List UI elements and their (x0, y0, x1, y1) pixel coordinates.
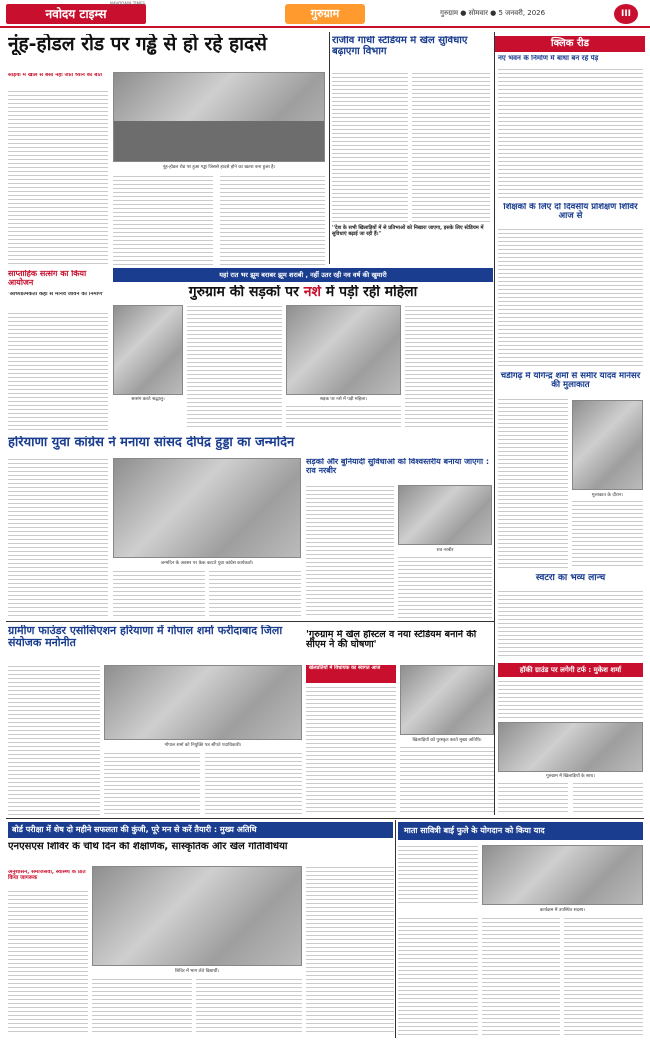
congress-body-3 (209, 570, 301, 618)
banner-headline-b: नशे (303, 285, 322, 300)
savitri-body-2 (398, 917, 478, 1035)
banner-body-3 (405, 305, 493, 430)
chandigarh-headline: चंडीगढ़ में योगेन्द्र शर्मा से समीर यादव मानेसर की मुलाकात (500, 372, 641, 391)
satsang-photo (113, 305, 183, 395)
congress-body (8, 458, 108, 618)
savitri-body-4 (564, 917, 643, 1035)
nss-body-4 (306, 866, 394, 1035)
sweaters-body (498, 590, 643, 658)
lead-photo (113, 72, 325, 162)
stadium-pull-quote: ''देश के सभी खिलाड़ियों में से प्रतिभाओं को निखारा जाएगा, इसके लिए स्टेडियम में सुविधाएं बढ़ाई जा रही हैं।'' (332, 225, 484, 238)
nss-body (8, 890, 88, 1035)
stadium-body (332, 72, 408, 222)
banner-headline-a: गुरुग्राम की सड़कों पर (188, 285, 304, 300)
click-read-label: क्लिक रीड (495, 36, 645, 52)
hostel-body (306, 686, 396, 815)
click-read-body (498, 68, 643, 198)
click-read-headline: नए भवन के निर्माण में बाधा बन रहे पेड़ (498, 55, 599, 62)
banner-kicker: यहां रात भर झूम बराबर झूम शराबी , नहीं उतर रही नव वर्ष की खुमारी (113, 268, 493, 282)
nss-body-3 (196, 978, 302, 1035)
row-rule (6, 818, 644, 819)
hostel-body-2 (400, 746, 494, 815)
hostel-photo (400, 665, 494, 735)
congress-photo-caption: जन्मदिन के अवसर पर केक काटते युवा कांग्रेस कार्यकर्ता। (160, 561, 254, 566)
gramin-body-3 (205, 752, 302, 815)
date-line: गुरुग्राम ● सोमवार ● 5 जनवरी, 2026 (440, 9, 546, 17)
chandigarh-body-2 (572, 500, 643, 568)
roads-photo (398, 485, 492, 545)
nss-kicker: अनुशासन, समाजसेवा, स्वास्थ्य के प्रति किया जागरूक (8, 870, 86, 881)
banner-body-2 (286, 405, 401, 430)
nss-headline: एनएसएस शिविर के चौथे दिन की शैक्षणिक, सांस्कृतिक और खेल गतिविधियां (8, 842, 288, 852)
congress-photo (113, 458, 301, 558)
hockey-photo-caption: गुरुग्राम में खिलाड़ियों के साथ। (546, 774, 595, 779)
banner-photo-caption: सड़क पर नशे में पड़ी महिला। (320, 397, 367, 402)
savitri-photo-caption: कार्यक्रम में उपस्थित सदस्य। (539, 908, 586, 913)
banner-headline (113, 285, 493, 300)
sweaters-headline: स्वेटरों का भव्य लॉन्च (535, 574, 606, 583)
lead-headline: नूंह-होडल रोड पर गड्ढे से हो रहे हादसे (8, 34, 267, 55)
nss-body-2 (92, 978, 192, 1035)
stadium-body-2 (412, 72, 490, 222)
congress-headline: हरियाणा युवा कांग्रेस ने मनाया सांसद दीपेंद्र हुड्डा का जन्मदिन (8, 436, 295, 450)
teachers-headline: शिक्षकों के लिए दो दिवसीय प्रशिक्षण शिविर आज से (503, 203, 638, 222)
hostel-photo-caption: खिलाड़ियों को पुरस्कृत करते मुख्य अतिथि। (412, 738, 482, 743)
masthead (0, 0, 650, 28)
banner-headline-c: में पड़ी रही महिला (321, 285, 418, 300)
gramin-body-2 (104, 752, 200, 815)
roads-body-2 (398, 556, 492, 618)
satsang-body (8, 312, 108, 430)
gramin-photo (104, 665, 302, 740)
chandigarh-photo (572, 400, 643, 490)
savitri-headline: माता सावित्री बाई फुले के योगदान को किया याद (398, 822, 643, 840)
hostel-headline: 'गुरुग्राम में खेल हॉस्टल व नया स्टेडियम बनाने की सीएम ने की घोषणा' (306, 630, 477, 651)
lead-body-3 (220, 175, 325, 265)
column-rule (494, 32, 495, 815)
column-rule (395, 820, 396, 1038)
logo-sub: NAVODAYA TIMES (110, 1, 146, 6)
section-name (285, 4, 365, 24)
nss-photo (92, 866, 302, 966)
logo (6, 4, 146, 24)
savitri-photo (482, 845, 643, 905)
banner-body (187, 305, 282, 430)
hostel-kicker: खेलप्रतियों में विधायक का स्वागत आज (306, 665, 396, 683)
roads-headline: सड़कों और बुनियादी सुविधाओं को विश्वस्तरीय बनाया जाएगा : राव नरबीर (306, 458, 490, 475)
road-shape (114, 121, 324, 161)
congress-body-2 (113, 570, 205, 618)
gramin-body (8, 665, 100, 815)
hockey-body-2 (498, 782, 568, 815)
lead-body-2 (113, 175, 213, 265)
gramin-photo-caption: गोपाल शर्मा को नियुक्ति पत्र सौंपते पदाधिकारी। (164, 743, 242, 748)
savitri-body-3 (482, 917, 560, 1035)
chandigarh-body (498, 398, 568, 568)
stadium-headline: राजीव गांधी स्टेडियम में खेल सुविधाएं बढ़ाएगा विभाग (332, 36, 468, 57)
satsang-kicker: 'आध्यात्मिकता कहीं से मानव जीवन का निर्माण' (8, 292, 104, 297)
teachers-body (498, 228, 643, 368)
chandigarh-photo-caption: मुलाकात के दौरान। (591, 493, 624, 498)
hockey-headline: हॉकी ग्राउंड पर लगेगी टर्फ : मुकेश शर्मा (498, 663, 643, 677)
logo-text: नवोदय टाइम्स (45, 7, 107, 21)
gramin-headline: ग्रामीण फाउंडर एसोसिएशन हरियाणा में गोपाल शर्मा फरीदाबाद जिला संयोजक मनोनीत (8, 625, 283, 649)
row-rule (6, 621, 494, 622)
banner-photo (286, 305, 401, 395)
lead-body (8, 90, 108, 265)
board-headline: बोर्ड परीक्षा में शेष दो महीने सफलता की कुंजी, पूरे मन से करें तैयारी : मुख्य अतिथि (8, 822, 393, 838)
hockey-body-3 (573, 782, 643, 815)
satsang-headline: साप्ताहिक सत्संग का किया आयोजन (8, 270, 87, 287)
roads-body (306, 485, 394, 618)
lead-kicker: सड़ियों में खोले से बसों नहीं जाते ध्यान को बातें (8, 73, 102, 78)
section-label: गुरुग्राम (310, 7, 340, 20)
page-number: III (614, 4, 638, 24)
column-rule (329, 32, 330, 264)
savitri-body (398, 845, 478, 905)
nss-photo-caption: शिविर में भाग लेते विद्यार्थी। (174, 969, 220, 974)
roads-photo-caption: राव नरबीर (436, 548, 454, 553)
hockey-photo (498, 722, 643, 772)
lead-photo-caption: नूंह-होडल रोड पर हुआ गड्ढा जिससे हादसे होने का खतरा बना हुआ है। (162, 165, 276, 170)
satsang-photo-caption: सत्संग करते श्रद्धालु। (131, 397, 165, 402)
hockey-body (498, 680, 643, 720)
